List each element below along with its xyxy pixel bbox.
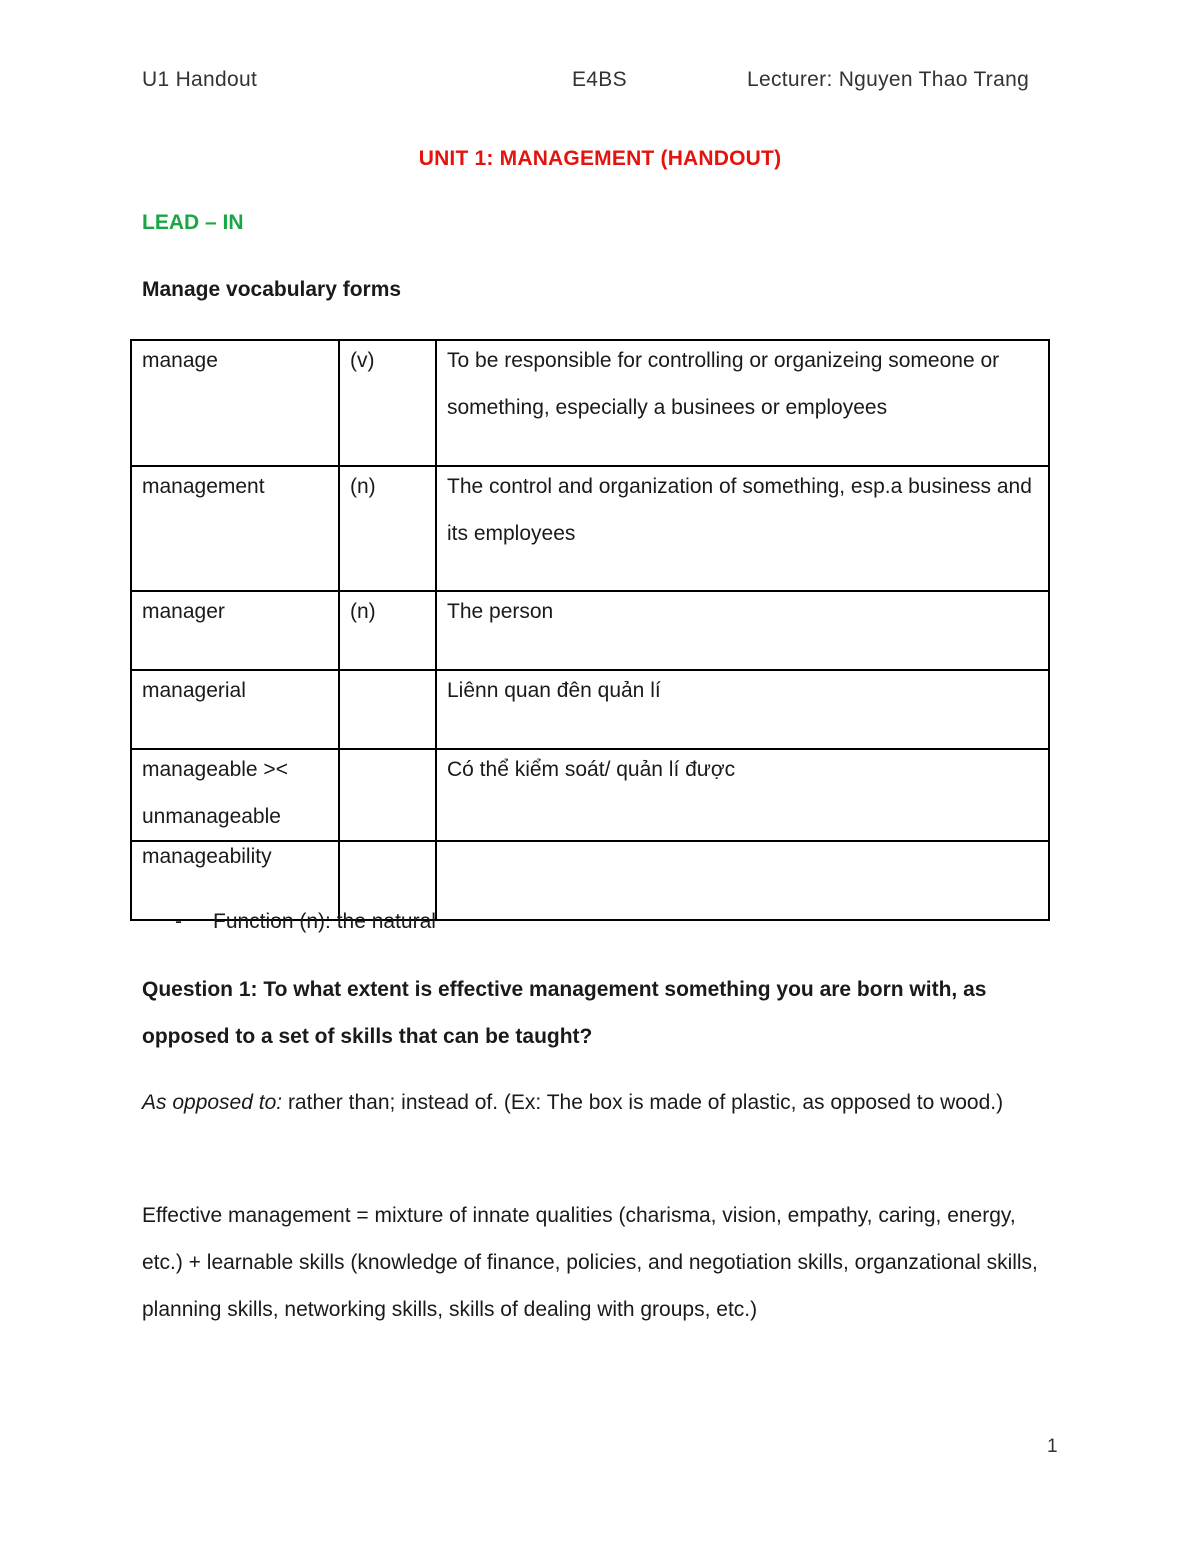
lead-in-heading: LEAD – IN <box>142 211 244 234</box>
pos-cell <box>339 841 436 920</box>
word-cell: manager <box>131 591 339 670</box>
question-1: Question 1: To what extent is effective management something you are born with, as opposed to a set of skills that can be taught? <box>142 978 987 1048</box>
pos-cell: (n) <box>339 466 436 591</box>
table-row <box>131 670 1049 749</box>
table-row <box>131 340 1049 466</box>
table-row <box>131 591 1049 670</box>
word-cell: manageable >< unmanageable <box>131 749 339 841</box>
meaning-cell: To be responsible for controlling or organizeing someone or something, especially a businees or employees <box>436 340 1049 466</box>
word-cell: management <box>131 466 339 591</box>
effective-management-paragraph: Effective management = mixture of innate qualities (charisma, vision, empathy, caring, energy, etc.) + learnable skills (knowledge of finance, policies, and negotiation skills, organzational skills, planning skills, networking skills, skills of dealing with groups, etc.) <box>142 1204 1038 1321</box>
as-opposed-definition: rather than; instead of. (Ex: The box is made of plastic, as opposed to wood.) <box>282 1091 1004 1114</box>
pos-cell <box>339 670 436 749</box>
header-left: U1 Handout <box>142 68 258 91</box>
meaning-cell: The person <box>436 591 1049 670</box>
meaning-cell: Liênn quan đên quản lí <box>436 670 1049 749</box>
header-center: E4BS <box>572 68 627 91</box>
page-number: 1 <box>1047 1436 1058 1457</box>
header-right: Lecturer: Nguyen Thao Trang <box>747 68 1030 91</box>
word-cell: manage <box>131 340 339 466</box>
pos-cell: (v) <box>339 340 436 466</box>
meaning-cell: Có thể kiểm soát/ quản lí được <box>436 749 1049 841</box>
meaning-cell <box>436 841 1049 920</box>
vocabulary-subheading: Manage vocabulary forms <box>142 278 402 301</box>
word-cell: managerial <box>131 670 339 749</box>
bullet-dash: - <box>175 910 182 933</box>
table-row <box>131 749 1049 841</box>
as-opposed-term: As opposed to: <box>142 1091 283 1114</box>
table-row <box>131 466 1049 591</box>
page-title: UNIT 1: MANAGEMENT (HANDOUT) <box>418 147 782 170</box>
page-header <box>0 68 1200 98</box>
word-cell: manageability <box>131 841 339 920</box>
pos-cell: (n) <box>339 591 436 670</box>
bullet-text: Function (n): the natural <box>213 910 436 933</box>
table-row <box>131 841 1049 920</box>
as-opposed-paragraph <box>142 1079 1052 1126</box>
pos-cell <box>339 749 436 841</box>
vocabulary-table <box>130 339 1050 921</box>
meaning-cell: The control and organization of something, esp.a business and its employees <box>436 466 1049 591</box>
